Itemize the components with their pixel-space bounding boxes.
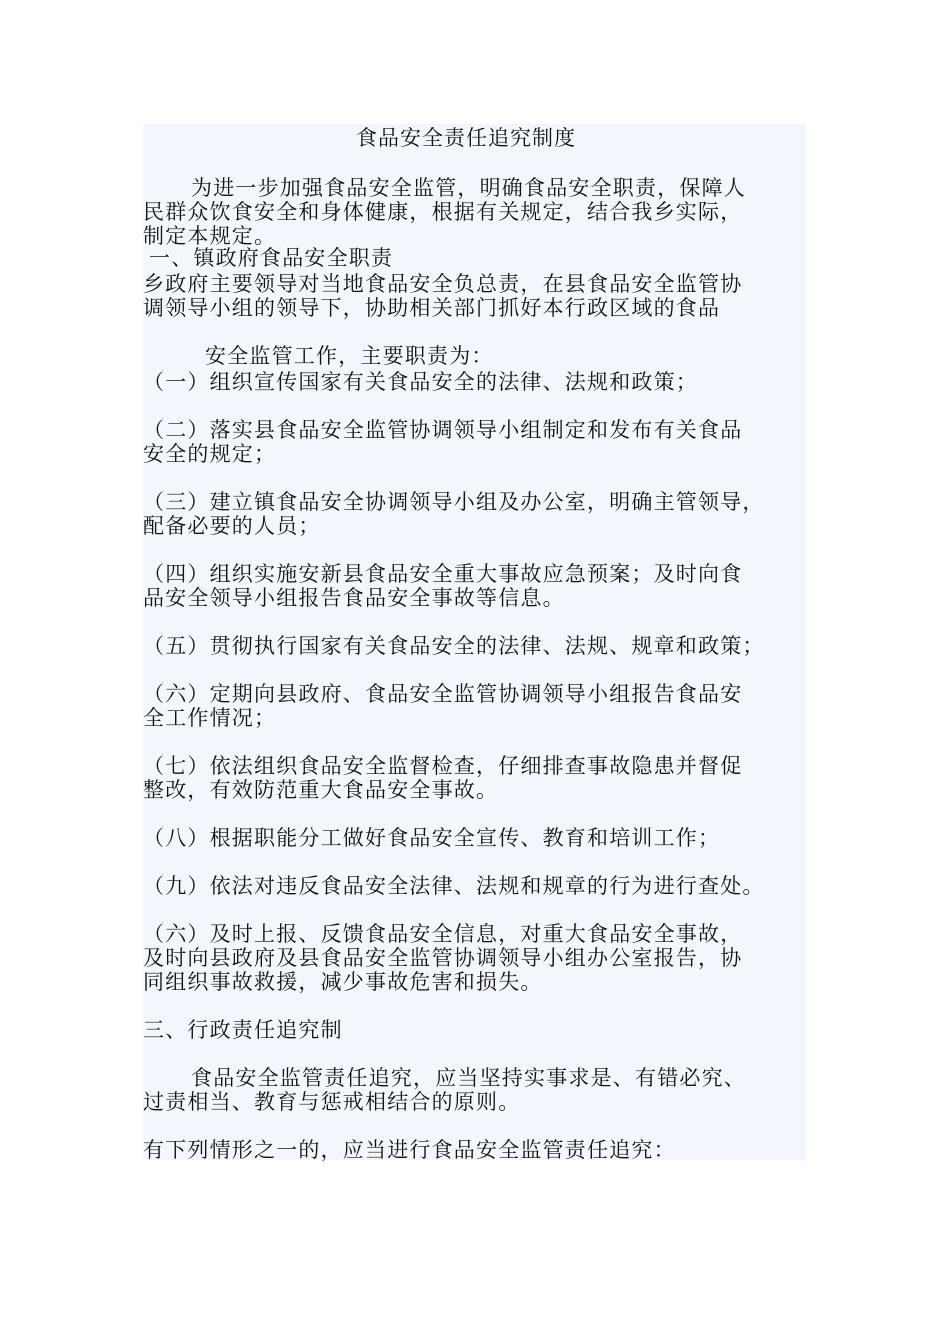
paragraph-line: 制定本规定。: [143, 224, 277, 248]
paragraph-line: 民群众饮食安全和身体健康，根据有关规定，结合我乡实际，: [143, 200, 743, 224]
list-item: （二）落实县食品安全监管协调领导小组制定和发布有关食品: [143, 418, 743, 442]
section-heading: 三、行政责任追究制: [143, 1018, 343, 1042]
list-item: （九）依法对违反食品安全法律、法规和规章的行为进行查处。: [143, 874, 765, 898]
list-item-continuation: 及时向县政府及县食品安全监管协调领导小组办公室报告，协: [143, 946, 743, 970]
paragraph-line: 有下列情形之一的，应当进行食品安全监管责任追究：: [143, 1138, 676, 1162]
list-item: （五）贯彻执行国家有关食品安全的法律、法规、规章和政策；: [143, 634, 765, 658]
list-item: （四）组织实施安新县食品安全重大事故应急预案；及时向食: [143, 562, 743, 586]
paragraph-line: 调领导小组的领导下，协助相关部门抓好本行政区域的食品: [143, 296, 721, 320]
list-item-continuation: 配备必要的人员；: [143, 514, 321, 538]
list-item: （六）定期向县政府、食品安全监管协调领导小组报告食品安: [143, 682, 743, 706]
paragraph-line: 过责相当、教育与惩戒相结合的原则。: [143, 1090, 521, 1114]
list-item: （八）根据职能分工做好食品安全宣传、教育和培训工作；: [143, 826, 721, 850]
paragraph-line: 为进一步加强食品安全监管，明确食品安全职责，保障人: [191, 176, 746, 200]
section-heading: 一、镇政府食品安全职责: [149, 246, 394, 270]
list-item: （三）建立镇食品安全协调领导小组及办公室，明确主管领导，: [143, 490, 765, 514]
document-page: [143, 124, 806, 1160]
list-item: （一）组织宣传国家有关食品安全的法律、法规和政策；: [143, 370, 698, 394]
list-item-continuation: 整改，有效防范重大食品安全事故。: [143, 778, 499, 802]
document-title: 食品安全责任追究制度: [356, 126, 576, 150]
paragraph-line: 安全监管工作，主要职责为：: [205, 344, 494, 368]
list-item-continuation: 安全的规定；: [143, 442, 277, 466]
paragraph-line: 食品安全监管责任追究，应当坚持实事求是、有错必究、: [191, 1066, 746, 1090]
list-item: （七）依法组织食品安全监督检查，仔细排查事故隐患并督促: [143, 754, 743, 778]
list-item-continuation: 同组织事故救援，减少事故危害和损失。: [143, 970, 543, 994]
list-item: （六）及时上报、反馈食品安全信息，对重大食品安全事故，: [143, 922, 743, 946]
paragraph-line: 乡政府主要领导对当地食品安全负总责，在县食品安全监管协: [143, 272, 743, 296]
list-item-continuation: 品安全领导小组报告食品安全事故等信息。: [143, 586, 565, 610]
list-item-continuation: 全工作情况；: [143, 706, 277, 730]
